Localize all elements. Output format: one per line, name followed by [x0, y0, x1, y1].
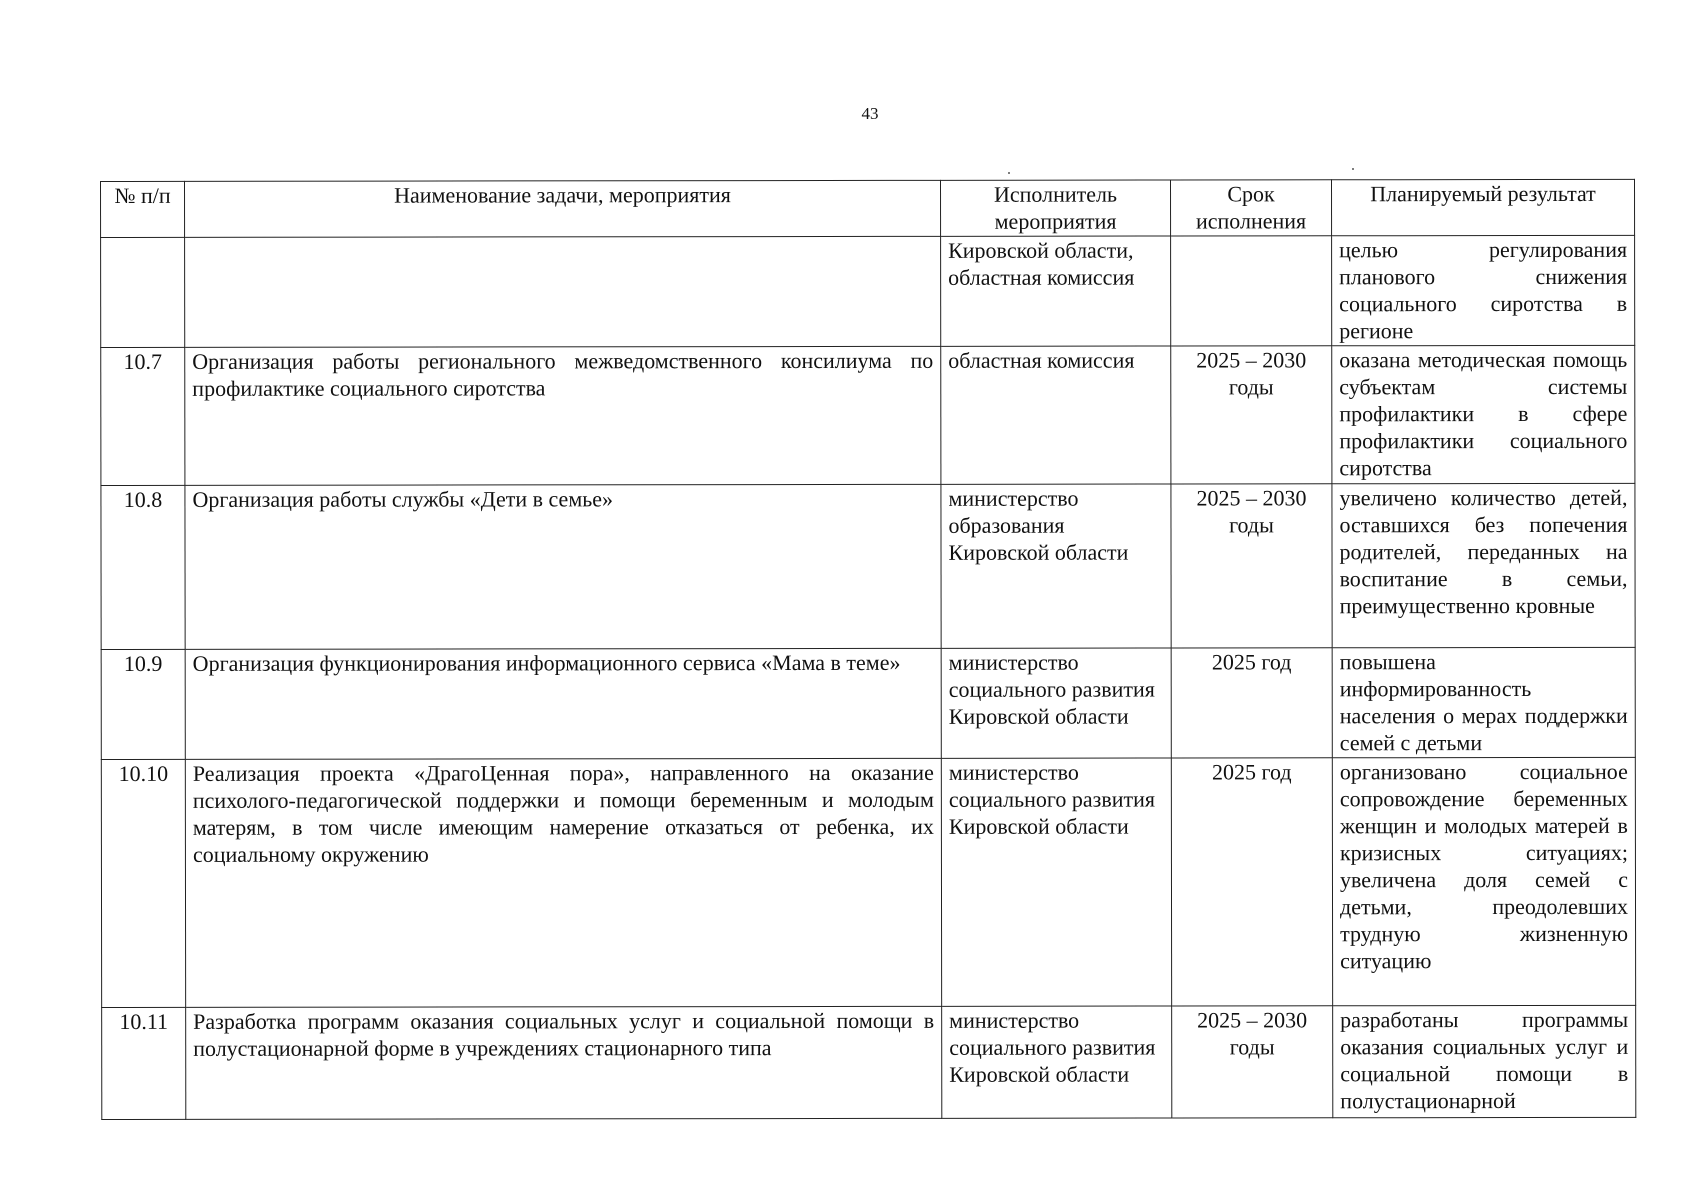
row-result: оказана методическая помощь субъектам системы профилактики в сфере профилактики социального сиротства — [1332, 345, 1635, 483]
row-name: Организация функционирования информационного сервиса «Мама в теме» — [185, 648, 941, 759]
row-result: разработаны программы оказания социальных услуг и социальной помощи в полустационарной — [1333, 1005, 1636, 1117]
header-executor: Исполнитель мероприятия — [940, 180, 1170, 236]
header-result: Планируемый результат — [1331, 179, 1634, 235]
row-term: 2025 год — [1171, 758, 1332, 1006]
row-result: повышена информированность населения о мерах поддержки семей с детьми — [1332, 647, 1635, 757]
table-row — [101, 483, 1635, 649]
row-name: Разработка программ оказания социальных услуг и социальной помощи в полустационарной форме в учреждениях стационарного типа — [186, 1006, 942, 1119]
row-num — [101, 237, 185, 347]
table-header-row — [101, 179, 1635, 237]
row-result: увеличено количество детей, оставшихся без попечения родителей, переданных на воспитание в семьи, преимущественно кровные — [1332, 483, 1635, 647]
scan-speck — [1008, 172, 1010, 174]
table-row — [101, 757, 1635, 1007]
row-name: Организация работы регионального межведомственного консилиума по профилактике социального сиротства — [185, 346, 941, 485]
row-result: целью регулирования планового снижения социального сиротства в регионе — [1332, 235, 1635, 345]
header-name: Наименование задачи, мероприятия — [185, 180, 941, 237]
measures-table — [100, 179, 1636, 1120]
scan-speck — [1352, 168, 1354, 170]
header-num: № п/п — [101, 181, 185, 237]
table-row — [101, 345, 1635, 485]
row-executor: министерство социального развития Кировской области — [942, 1006, 1172, 1118]
row-executor: министерство социального развития Кировской области — [941, 648, 1171, 758]
row-term: 2025 – 2030 годы — [1172, 1006, 1333, 1118]
page-number: 43 — [861, 104, 879, 123]
row-name: Организация работы службы «Дети в семье» — [185, 484, 941, 649]
row-num: 10.9 — [101, 649, 185, 759]
row-num: 10.7 — [101, 347, 185, 485]
row-term: 2025 – 2030 годы — [1171, 346, 1332, 484]
row-executor: министерство образования Кировской области — [941, 484, 1171, 648]
row-executor: областная комиссия — [941, 346, 1171, 484]
row-num: 10.11 — [102, 1007, 186, 1119]
row-result: организовано социальное сопровождение беременных женщин и молодых матерей в кризисных ситуациях; увеличена доля семей с детьми, преодолевших трудную жизненную ситуацию — [1332, 757, 1635, 1005]
row-executor: Кировской области, областная комиссия — [941, 236, 1171, 346]
row-term — [1171, 236, 1332, 346]
table-row — [101, 647, 1635, 759]
header-term: Срок исполнения — [1170, 180, 1331, 236]
row-num: 10.8 — [101, 485, 185, 649]
row-name: Реализация проекта «ДрагоЦенная пора», направленного на оказание психолого-педагогической поддержки и помощи беременным и молодым матерям, в том числе имеющим намерение отказаться от ребенка, их социальному окружению — [185, 758, 941, 1007]
row-executor: министерство социального развития Кировской области — [941, 758, 1171, 1006]
row-num: 10.10 — [101, 759, 185, 1007]
table-row — [101, 235, 1635, 347]
row-name — [185, 236, 941, 347]
table-row — [102, 1005, 1636, 1119]
row-term: 2025 год — [1171, 648, 1332, 758]
row-term: 2025 – 2030 годы — [1171, 484, 1332, 648]
measures-table-container — [100, 179, 1635, 1119]
